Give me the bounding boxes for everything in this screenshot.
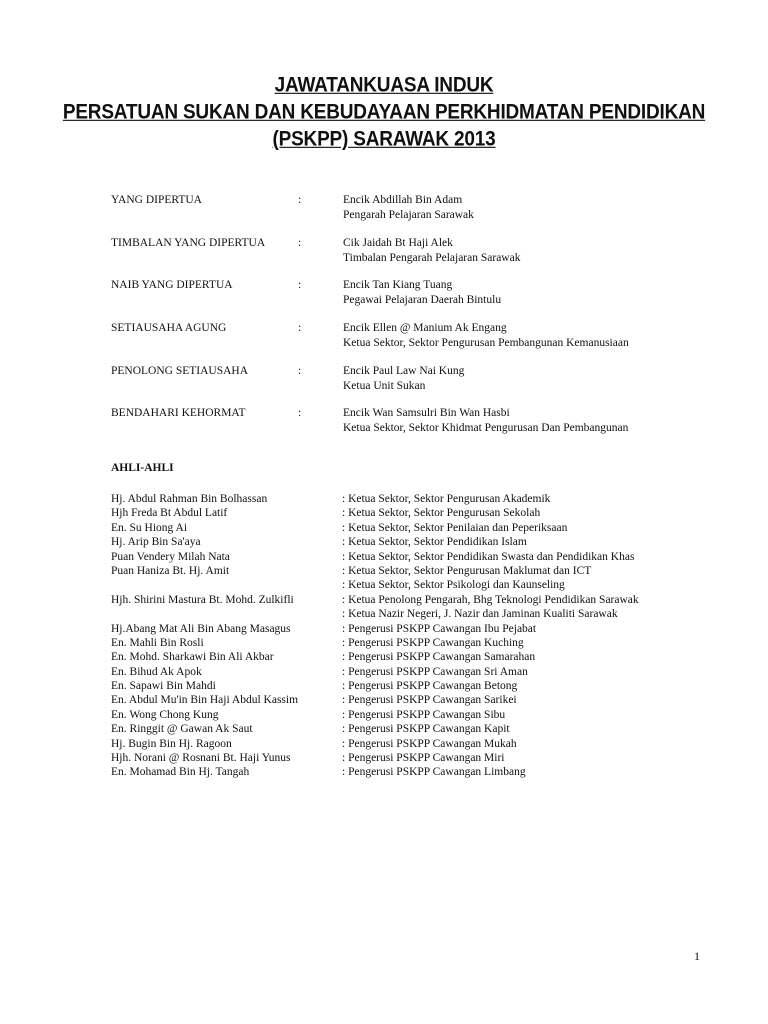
member-role: : Ketua Sektor, Sektor Psikologi dan Kaunseling (342, 579, 565, 592)
member-name: En. Mahli Bin Rosli (111, 636, 204, 649)
member-role: : Ketua Nazir Negeri, J. Nazir dan Jaminan Kualiti Sarawak (342, 608, 618, 621)
member-role: : Ketua Sektor, Sektor Pengurusan Sekolah (342, 507, 541, 520)
member-name: Puan Vendery Milah Nata (111, 550, 230, 563)
member-role: : Pengerusi PSKPP Cawangan Miri (342, 752, 505, 765)
officer-name: Cik Jaidah Bt Haji Alek (343, 237, 453, 249)
member-name: Hj.Abang Mat Ali Bin Abang Masagus (111, 622, 291, 635)
member-name: En. Wong Chong Kung (111, 708, 219, 721)
member-name: En. Abdul Mu'in Bin Haji Abdul Kassim (111, 694, 299, 707)
member-role: : Ketua Sektor, Sektor Pengurusan Akademik (342, 493, 551, 505)
document-title (0, 72, 768, 153)
member-role: : Pengerusi PSKPP Cawangan Limbang (342, 766, 526, 779)
officer-name: Encik Ellen @ Manium Ak Engang (343, 322, 507, 334)
officer-title: Pengarah Pelajaran Sarawak (343, 208, 474, 221)
member-role: : Pengerusi PSKPP Cawangan Samarahan (342, 651, 536, 664)
member-name: Puan Haniza Bt. Hj. Amit (111, 564, 230, 577)
officer-position: PENOLONG SETIAUSAHA (111, 365, 249, 377)
page-number: 1 (694, 949, 700, 963)
officer-name: Encik Wan Samsulri Bin Wan Hasbi (343, 407, 510, 419)
officer-position: NAIB YANG DIPERTUA (111, 279, 233, 291)
member-name: En. Su Hiong Ai (111, 521, 188, 534)
member-name: Hjh Freda Bt Abdul Latif (111, 507, 228, 520)
member-name: Hj. Abdul Rahman Bin Bolhassan (111, 493, 268, 505)
member-name: En. Mohamad Bin Hj. Tangah (111, 766, 250, 779)
officer-position: BENDAHARI KEHORMAT (111, 407, 246, 419)
officer-colon: : (298, 407, 302, 419)
officer-title: Pegawai Pelajaran Daerah Bintulu (343, 293, 502, 306)
member-role: : Pengerusi PSKPP Cawangan Sri Aman (342, 665, 528, 678)
member-role: : Ketua Sektor, Sektor Pendidikan Islam (342, 536, 527, 549)
member-name: En. Mohd. Sharkawi Bin Ali Akbar (111, 651, 274, 664)
member-name: En. Bihud Ak Apok (111, 665, 202, 678)
officer-position: TIMBALAN YANG DIPERTUA (111, 237, 266, 249)
member-role: : Ketua Sektor, Sektor Pendidikan Swasta dan Pendidikan Khas (342, 550, 635, 563)
member-role: : Pengerusi PSKPP Cawangan Ibu Pejabat (342, 622, 537, 635)
member-role: : Pengerusi PSKPP Cawangan Kuching (342, 636, 524, 649)
member-name: En. Ringgit @ Gawan Ak Saut (111, 723, 253, 736)
officer-colon: : (298, 194, 302, 206)
member-role: : Pengerusi PSKPP Cawangan Mukah (342, 737, 517, 750)
officer-position: SETIAUSAHA AGUNG (111, 322, 227, 334)
member-name: En. Sapawi Bin Mahdi (111, 680, 216, 693)
member-role: : Pengerusi PSKPP Cawangan Sarikei (342, 694, 517, 707)
member-name: Hj. Arip Bin Sa'aya (111, 536, 201, 549)
officer-name: Encik Paul Law Nai Kung (343, 365, 465, 377)
officer-position: YANG DIPERTUA (111, 194, 202, 206)
title-line-2: PERSATUAN SUKAN DAN KEBUDAYAAN PERKHIDMATAN PENDIDIKAN (62, 100, 706, 125)
member-role: : Ketua Penolong Pengarah, Bhg Teknologi Pendidikan Sarawak (342, 593, 639, 606)
officer-colon: : (298, 322, 302, 334)
member-role: : Pengerusi PSKPP Cawangan Kapit (342, 723, 510, 736)
ahli-heading: AHLI-AHLI (111, 462, 174, 474)
title-line-3: (PSKPP) SARAWAK 2013 (272, 127, 496, 152)
officer-title: Ketua Unit Sukan (343, 379, 426, 392)
title-line-1: JAWATANKUASA INDUK (274, 73, 494, 98)
officer-title: Ketua Sektor, Sektor Khidmat Pengurusan Dan Pembangunan (343, 421, 629, 434)
officer-colon: : (298, 237, 302, 249)
member-role: : Pengerusi PSKPP Cawangan Betong (342, 680, 518, 693)
officer-title: Timbalan Pengarah Pelajaran Sarawak (343, 251, 521, 264)
officer-name: Encik Abdillah Bin Adam (343, 194, 463, 206)
officer-name: Encik Tan Kiang Tuang (343, 279, 453, 291)
officer-title: Ketua Sektor, Sektor Pengurusan Pembangunan Kemanusiaan (343, 336, 629, 349)
officer-colon: : (298, 279, 302, 291)
member-role: : Pengerusi PSKPP Cawangan Sibu (342, 708, 506, 721)
member-name: Hjh. Shirini Mastura Bt. Mohd. Zulkifli (111, 593, 294, 606)
member-role: : Ketua Sektor, Sektor Penilaian dan Peperiksaan (342, 521, 568, 534)
member-name: Hjh. Norani @ Rosnani Bt. Haji Yunus (111, 752, 291, 765)
member-name: Hj. Bugin Bin Hj. Ragoon (111, 737, 232, 750)
officer-colon: : (298, 365, 302, 377)
member-role: : Ketua Sektor, Sektor Pengurusan Maklumat dan ICT (342, 564, 592, 577)
